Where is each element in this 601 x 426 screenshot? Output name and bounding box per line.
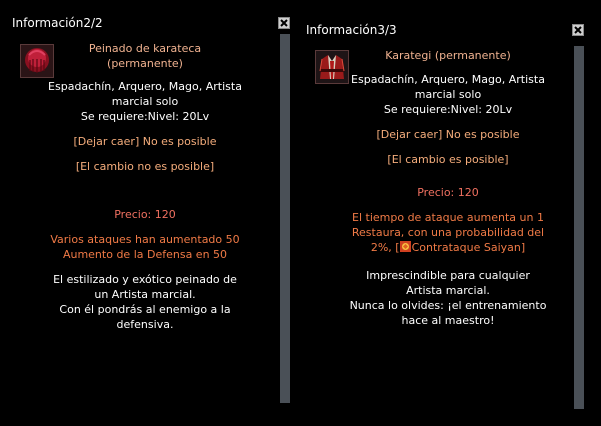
close-button[interactable]: [572, 24, 584, 36]
item-flavor-text: un Artista marcial.: [94, 288, 196, 301]
item-exchange-rule: [El cambio no es posible]: [75, 160, 215, 173]
item-flavor-text: Nunca lo olvides: ¡el entrenamiento: [349, 299, 547, 312]
item-requirement: Se requiere:Nivel: 20Lv: [80, 110, 210, 123]
item-effect: Varios ataques han aumentado 50: [50, 233, 240, 246]
item-effect: Aumento de la Defensa en 50: [62, 248, 228, 261]
item-flavor-text: hace al maestro!: [401, 314, 495, 327]
item-name: Karategi (permanente): [385, 49, 511, 62]
item-classes: Espadachín, Arquero, Mago, Artista: [48, 80, 242, 93]
panel-title: Información2/2: [12, 16, 103, 30]
scrollbar[interactable]: [280, 34, 290, 403]
item-classes: Espadachín, Arquero, Mago, Artista: [351, 73, 545, 86]
item-drop-rule: [Dejar caer] No es posible: [73, 135, 217, 148]
panel-title: Información3/3: [306, 23, 397, 37]
item-classes-cont: marcial solo: [111, 95, 179, 108]
item-price: Precio: 120: [417, 186, 479, 199]
item-requirement: Se requiere:Nivel: 20Lv: [383, 103, 513, 116]
item-flavor-text: Imprescindible para cualquier: [366, 269, 530, 282]
item-exchange-rule: [El cambio es posible]: [387, 153, 509, 166]
item-classes-cont: marcial solo: [414, 88, 482, 101]
item-flavor-text: Con él pondrás al enemigo a la: [59, 303, 231, 316]
item-drop-rule: [Dejar caer] No es posible: [376, 128, 520, 141]
item-price: Precio: 120: [114, 208, 176, 221]
item-effect: El tiempo de ataque aumenta un 1: [352, 211, 544, 224]
item-info-panel-2: [300, 16, 601, 426]
item-flavor-text: El estilizado y exótico peinado de: [53, 273, 237, 286]
item-effect: Restaura, con una probabilidad del: [351, 226, 545, 239]
close-icon: [573, 25, 583, 35]
item-flavor-text: defensiva.: [116, 318, 174, 331]
item-description-body: [328, 48, 568, 328]
close-button[interactable]: [278, 17, 290, 29]
close-icon: [279, 18, 289, 28]
scrollbar[interactable]: [574, 46, 584, 409]
counterattack-skill-icon: [400, 241, 411, 252]
item-name: Peinado de karateca: [88, 42, 202, 55]
item-info-panel-1: [0, 8, 295, 418]
item-effect: 2%, [ Contrataque Saiyan]: [370, 241, 526, 254]
item-description-body: [20, 41, 270, 332]
item-flavor-text: Artista marcial.: [406, 284, 490, 297]
item-duration: (permanente): [107, 57, 183, 70]
